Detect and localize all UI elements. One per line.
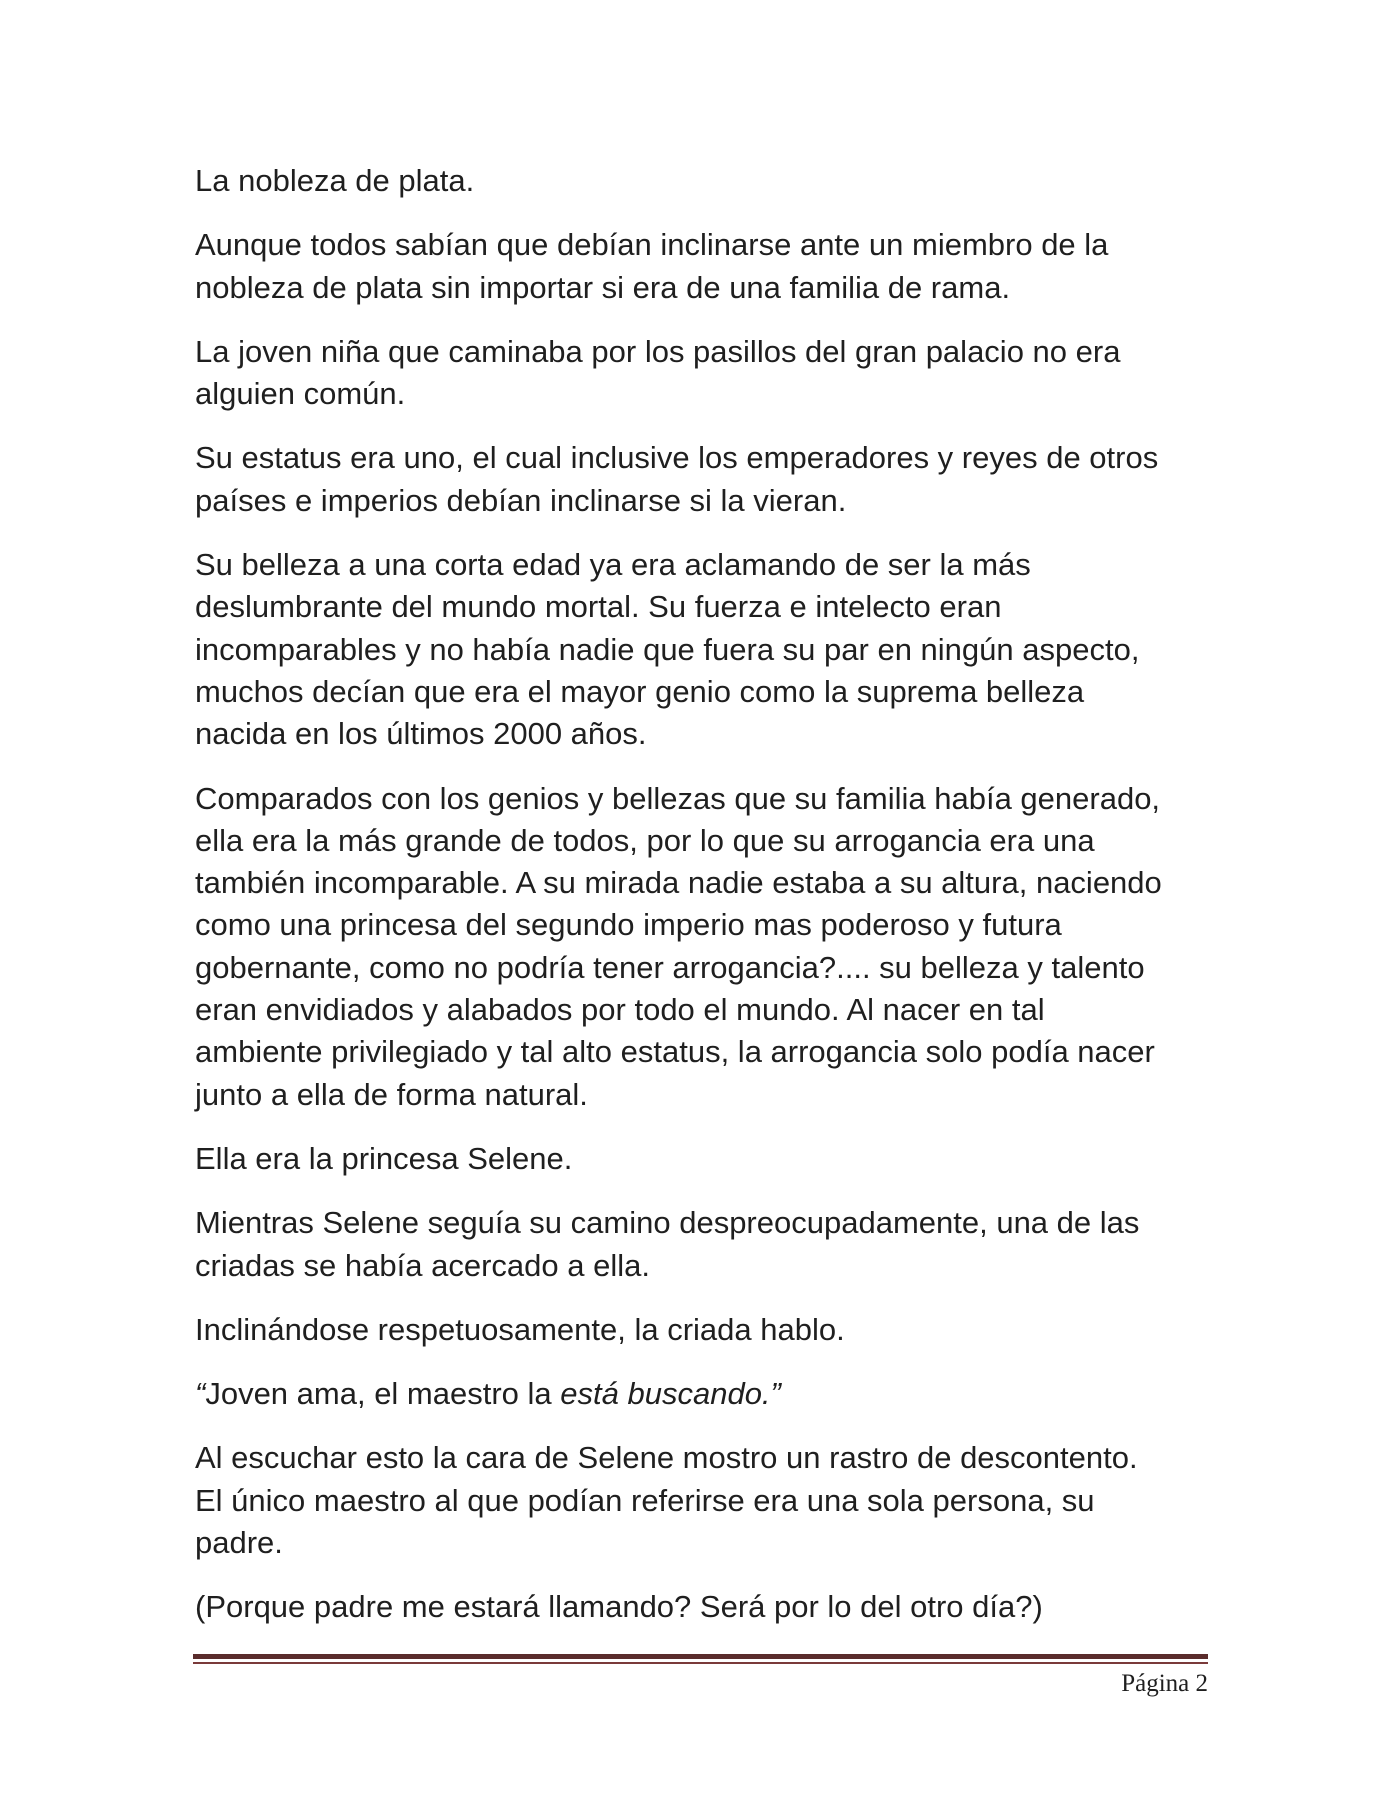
quote-open-mark: “: [195, 1376, 206, 1412]
paragraph: Su estatus era uno, el cual inclusive los emperadores y reyes de otros países e imperios debían inclinarse si la vieran.: [195, 440, 1159, 518]
dialogue-quote: [195, 1373, 1215, 1415]
paragraph: Aunque todos sabían que debían inclinarse ante un miembro de la nobleza de plata sin importar si era de una familia de rama.: [195, 227, 1109, 305]
body-text: [195, 160, 1215, 1651]
footer-rule-thick: [193, 1654, 1208, 1659]
page-number: Página 2: [1121, 1670, 1208, 1697]
paragraph: La joven niña que caminaba por los pasillos del gran palacio no era alguien común.: [195, 333, 1121, 412]
quote-plain-text: Joven ama, el maestro la: [205, 1376, 561, 1412]
paragraph: Ella era la princesa Selene.: [195, 1140, 573, 1176]
paragraph: Mientras Selene seguía su camino despreocupadamente, una de las criadas se había acercado a ella.: [195, 1205, 1140, 1283]
paragraph: Comparados con los genios y bellezas que su familia había generado, ella era la más grande de todos, por lo que su arrogancia era una también incomparable. A su mirada nadie estaba a su altura, naciendo como una princesa del segundo imperio mas poderoso y futura gobernante, como no podría tener arrogancia?.... su belleza y talento eran envidiados y alabados por todo el mundo. Al nacer en tal ambiente privilegiado y tal alto estatus, la arrogancia solo podía nacer junto a ella de forma natural.: [195, 780, 1162, 1112]
footer-rule: [193, 1654, 1208, 1664]
paragraph: Al escuchar esto la cara de Selene mostro un rastro de descontento. El único maestro al que podían referirse era una sola persona, su padre.: [195, 1440, 1138, 1561]
footer-rule-thin: [193, 1662, 1208, 1664]
paragraph: La nobleza de plata.: [195, 163, 475, 198]
paragraph: Inclinándose respetuosamente, la criada hablo.: [195, 1311, 845, 1347]
quote-close-mark: ”: [770, 1376, 781, 1412]
paragraph: Su belleza a una corta edad ya era aclamando de ser la más deslumbrante del mundo mortal. Su fuerza e intelecto eran incomparables y no había nadie que fuera su par en ningún aspecto, muchos decían que era el mayor genio como la suprema belleza nacida en los últimos 2000 años.: [195, 547, 1140, 752]
paragraph: (Porque padre me estará llamando? Será por lo del otro día?): [195, 1589, 1043, 1625]
quote-italic-text: está buscando.: [560, 1376, 771, 1412]
